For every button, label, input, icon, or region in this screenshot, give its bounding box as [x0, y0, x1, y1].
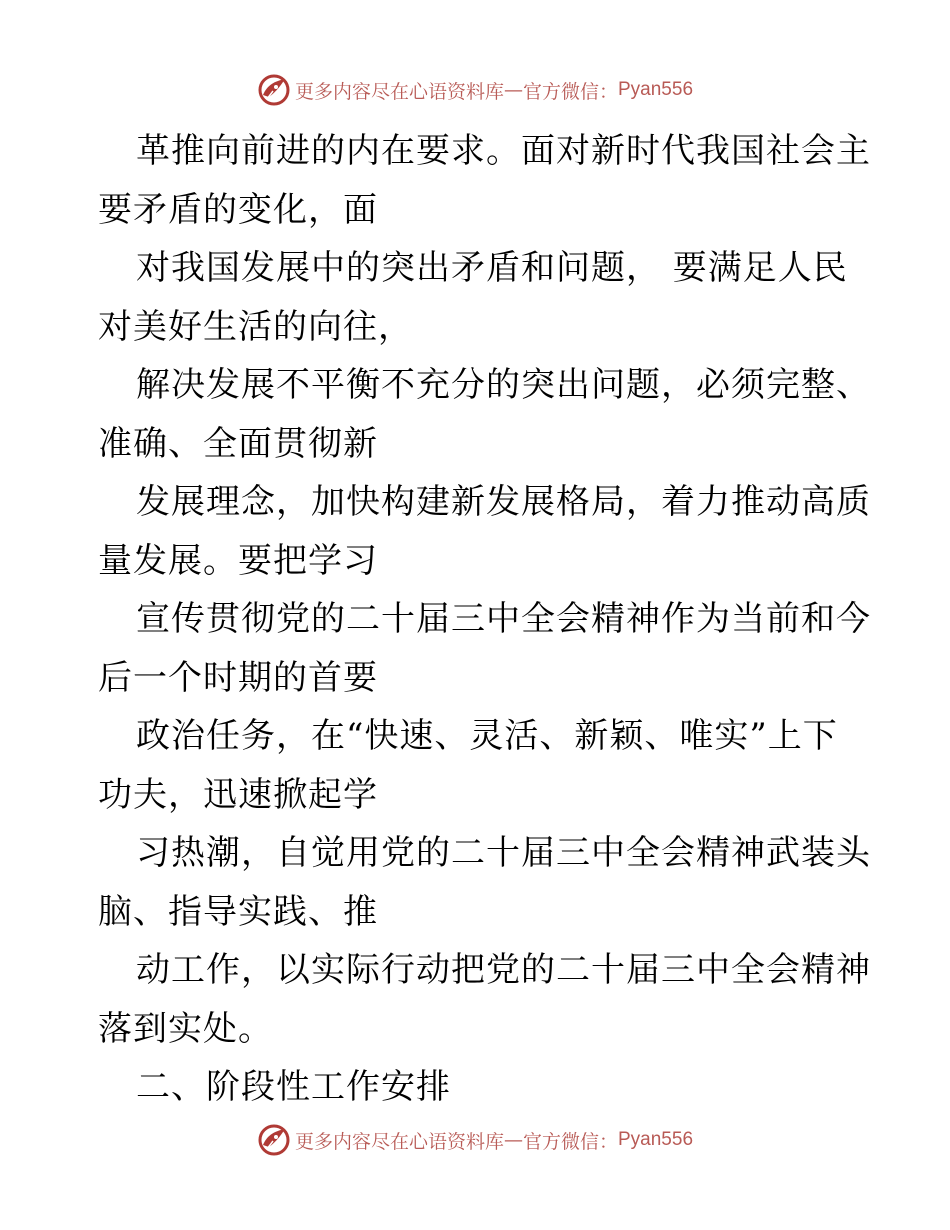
- body-text-line: 后一个时期的首要: [98, 657, 378, 698]
- body-text-line: 落到实处。: [98, 1008, 273, 1049]
- watermark-label: 官方微信：: [522, 80, 618, 103]
- body-text-line: 脑、指导实践、推: [98, 891, 378, 932]
- body-text-line: 革推向前进的内在要求。面对新时代我国社会主: [136, 131, 871, 171]
- watermark-label: 官方微信：: [522, 1130, 618, 1153]
- footer-watermark: [0, 1122, 950, 1158]
- body-text-line: 二、阶段性工作安排: [136, 1067, 451, 1107]
- watermark-text: 更多内容尽在心语资料库: [294, 1130, 504, 1153]
- body-text-line: 准确、全面贯彻新: [98, 423, 378, 464]
- watermark-dash: —: [503, 1129, 523, 1151]
- body-text-line: 宣传贯彻党的二十届三中全会精神作为当前和今: [136, 599, 871, 639]
- document-body: [98, 122, 871, 1117]
- body-text-line: 习热潮，自觉用党的二十届三中全会精神武装头: [136, 833, 871, 873]
- watermark-text: 更多内容尽在心语资料库: [294, 80, 504, 103]
- body-text-line: 功夫，迅速掀起学: [98, 774, 378, 815]
- header-watermark: [0, 72, 950, 108]
- watermark-id: Pyan556: [618, 79, 694, 100]
- body-text-line: 政治任务，在“快速、灵活、新颖、唯实”上下: [136, 716, 838, 756]
- body-text-line: 对美好生活的向往，: [98, 306, 413, 347]
- body-text-line: 要矛盾的变化，面: [98, 189, 378, 230]
- body-text-line: 对我国发展中的突出矛盾和问题， 要满足人民: [136, 248, 848, 288]
- watermark-dash: —: [503, 79, 523, 101]
- body-text-line: 动工作，以实际行动把党的二十届三中全会精神: [136, 950, 871, 990]
- watermark-id: Pyan556: [618, 1129, 694, 1150]
- pen-nib-logo-icon: [257, 1123, 291, 1157]
- body-text-line: 解决发展不平衡不充分的突出问题，必须完整、: [136, 365, 871, 405]
- body-text-line: 发展理念，加快构建新发展格局，着力推动高质: [136, 482, 871, 522]
- body-text-line: 量发展。要把学习: [98, 540, 378, 581]
- pen-nib-logo-icon: [257, 73, 291, 107]
